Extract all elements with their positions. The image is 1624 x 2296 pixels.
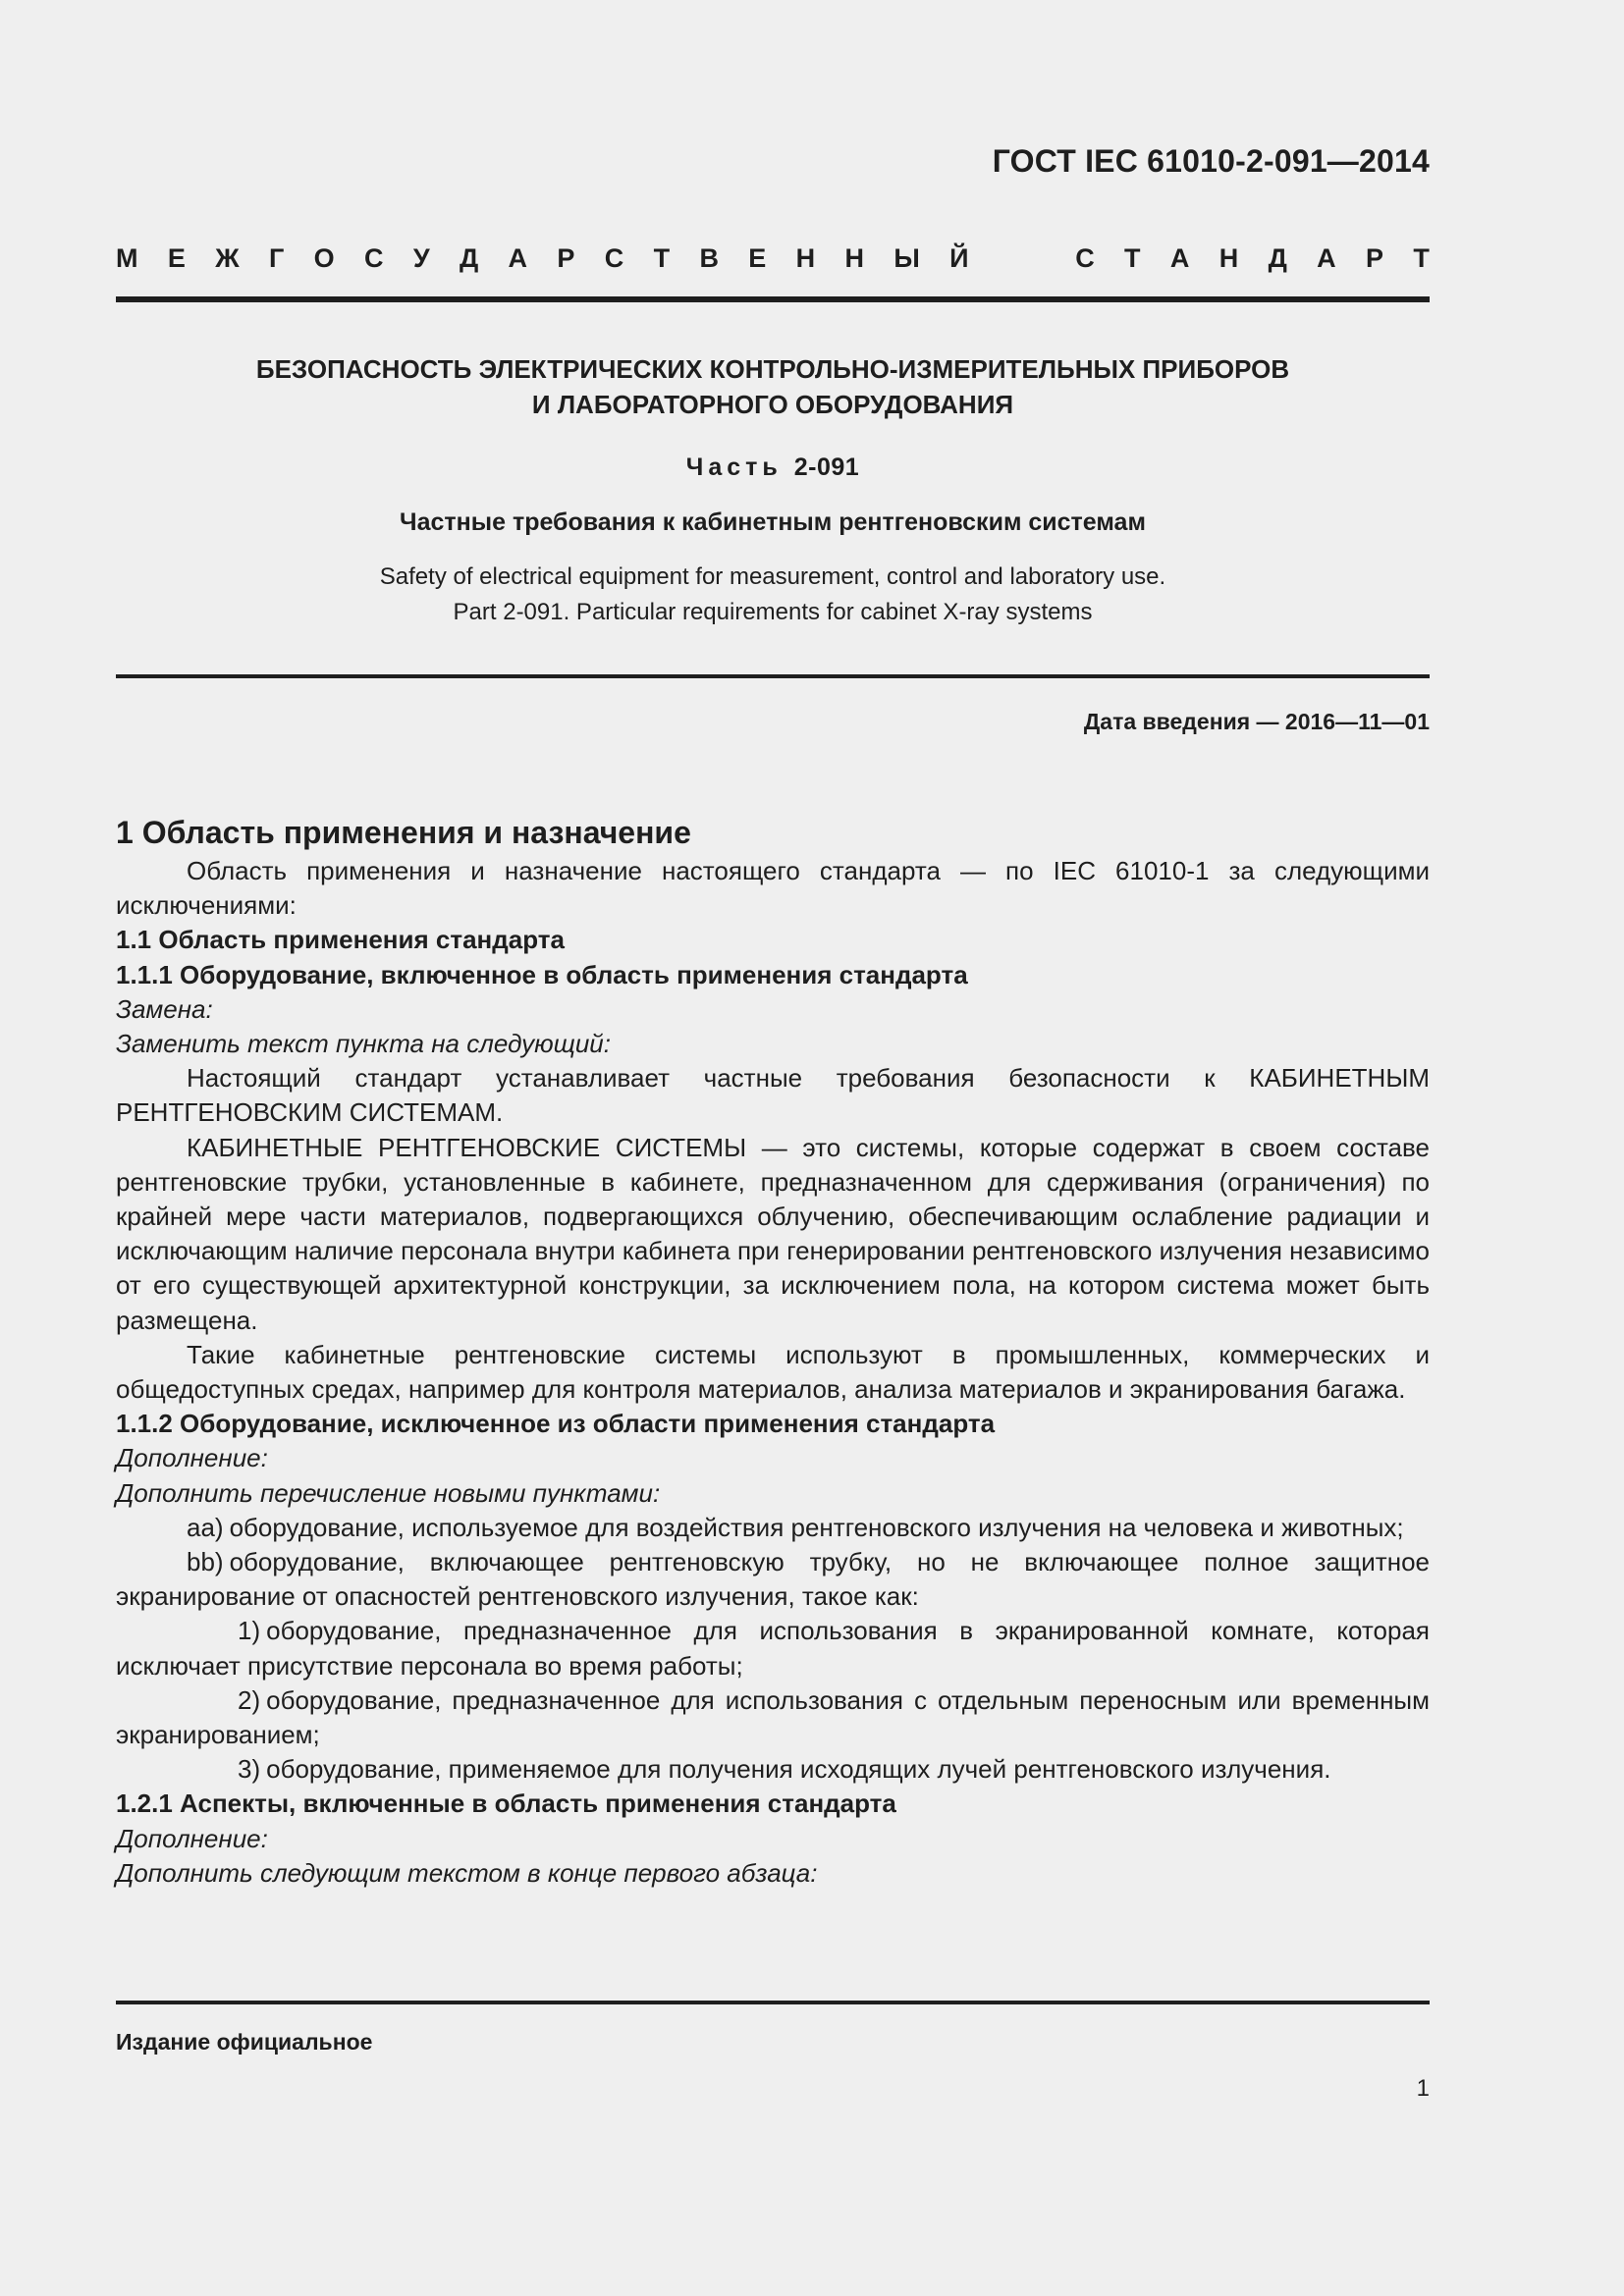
title-line: БЕЗОПАСНОСТЬ ЭЛЕКТРИЧЕСКИХ КОНТРОЛЬНО-ИЗМЕРИТЕЛЬНЫХ ПРИБОРОВ <box>255 354 1290 384</box>
list-item-label: 2) <box>238 1684 261 1715</box>
part-number: 2-091 <box>793 454 860 481</box>
interstate-standard-banner <box>116 243 1430 274</box>
list-item-label: аа) <box>187 1512 224 1542</box>
letter: Н <box>844 243 864 273</box>
paragraph: Такие кабинетные рентгеновские системы используют в промышленных, коммерческих и общедоступных средах, например для контроля материалов, анализа материалов и экранирования багажа. <box>116 1339 1430 1405</box>
list-item-text: оборудование, предназначенное для использования в экранированной комнате, которая исключает присутствие персонала во время работы; <box>116 1616 1430 1681</box>
letter: М <box>116 243 138 273</box>
letter: Н <box>1218 243 1239 273</box>
letter: Т <box>653 243 671 273</box>
page-number: 1 <box>1416 2075 1430 2102</box>
official-edition-label: Издание официальное <box>116 2029 373 2055</box>
header-divider <box>116 296 1430 302</box>
document-title <box>116 351 1430 422</box>
letter: Д <box>1268 243 1287 273</box>
list-item-label: bb) <box>187 1547 224 1577</box>
letter: А <box>1169 243 1190 273</box>
document-body <box>116 811 1430 1891</box>
paragraph: Область применения и назначение настоящего стандарта — по IEC 61010-1 за следующими исключениями: <box>116 856 1430 921</box>
amendment-note: Дополнение: <box>116 1823 268 1853</box>
letter: Ы <box>893 243 920 273</box>
sub-list-item <box>116 1752 1430 1787</box>
title-block <box>116 351 1430 630</box>
letter: С <box>363 243 384 273</box>
letter: Р <box>1366 243 1384 273</box>
list-item <box>116 1545 1430 1614</box>
list-item-text: оборудование, применяемое для получения исходящих лучей рентгеновского излучения. <box>266 1754 1331 1785</box>
letter: У <box>412 243 430 273</box>
clause-heading: 1.2.1 Аспекты, включенные в область применения стандарта <box>116 1789 896 1819</box>
title-divider <box>116 674 1430 678</box>
amendment-note: Дополнение: <box>116 1443 268 1473</box>
letter: Е <box>748 243 767 273</box>
letter: С <box>1075 243 1095 273</box>
letter: Д <box>459 243 479 273</box>
list-item-text: оборудование, включающее рентгеновскую трубку, но не включающее полное защитное экранирование от опасностей рентгеновского излучения, такое как: <box>116 1547 1430 1612</box>
list-item-text: оборудование, предназначенное для использования с отдельным переносным или временным экранированием; <box>116 1684 1430 1750</box>
letter: Р <box>557 243 575 273</box>
letter: С <box>604 243 624 273</box>
amendment-instruction: Заменить текст пункта на следующий: <box>116 1029 611 1059</box>
part-word: Часть <box>685 454 783 481</box>
sub-list-item <box>116 1614 1430 1682</box>
part-label <box>116 450 1430 485</box>
list-item-text: оборудование, используемое для воздействия рентгеновского излучения на человека и животных; <box>229 1512 1404 1542</box>
subsection-heading: 1.1 Область применения стандарта <box>116 925 565 955</box>
letter: В <box>699 243 719 273</box>
english-title-line: Safety of electrical equipment for measurement, control and laboratory use. <box>379 563 1166 590</box>
introduction-date: Дата введения — 2016—11—01 <box>1083 709 1430 734</box>
list-item-label: 1) <box>238 1616 261 1646</box>
clause-heading: 1.1.2 Оборудование, исключенное из области применения стандарта <box>116 1409 996 1439</box>
letter: А <box>508 243 528 273</box>
document-subtitle: Частные требования к кабинетным рентгеновским системам <box>400 508 1146 536</box>
letter: А <box>1317 243 1336 273</box>
english-title <box>116 560 1430 630</box>
list-item <box>116 1511 1430 1545</box>
letter: Е <box>167 243 186 273</box>
footer-divider <box>116 2001 1430 2004</box>
letter: Н <box>795 243 816 273</box>
english-title-line: Part 2-091. Particular requirements for cabinet X-ray systems <box>453 599 1093 625</box>
letter: Ж <box>215 243 240 273</box>
clause-heading: 1.1.1 Оборудование, включенное в область применения стандарта <box>116 959 968 989</box>
paragraph: КАБИНЕТНЫЕ РЕНТГЕНОВСКИЕ СИСТЕМЫ — это системы, которые содержат в своем составе рентгеновские трубки, установленные в кабинете, предназначенном для сдерживания (ограничения) по крайней мере части материалов, подвергающихся облучению, обеспечивающим ослабление радиации и исключающим наличие персонала внутри кабинета при генерировании рентгеновского излучения независимо от его существующей архитектурной конструкции, за исключением пола, на котором система может быть размещена. <box>116 1132 1430 1335</box>
amendment-note: Замена: <box>116 993 213 1024</box>
letter: Т <box>1413 243 1430 273</box>
amendment-instruction: Дополнить следующим текстом в конце первого абзаца: <box>116 1857 818 1888</box>
paragraph: Настоящий стандарт устанавливает частные требования безопасности к КАБИНЕТНЫМ РЕНТГЕНОВСКИМ СИСТЕМАМ. <box>116 1063 1430 1128</box>
document-code: ГОСТ IEC 61010-2-091—2014 <box>992 143 1430 179</box>
list-item-label: 3) <box>238 1754 261 1785</box>
letter: Т <box>1124 243 1141 273</box>
sub-list-item <box>116 1683 1430 1752</box>
amendment-instruction: Дополнить перечисление новыми пунктами: <box>116 1477 661 1508</box>
letter: Г <box>268 243 285 273</box>
section-heading: 1 Область применения и назначение <box>116 815 691 850</box>
title-line: И ЛАБОРАТОРНОГО ОБОРУДОВАНИЯ <box>531 390 1014 419</box>
letter: О <box>313 243 335 273</box>
letter: Й <box>949 243 969 273</box>
